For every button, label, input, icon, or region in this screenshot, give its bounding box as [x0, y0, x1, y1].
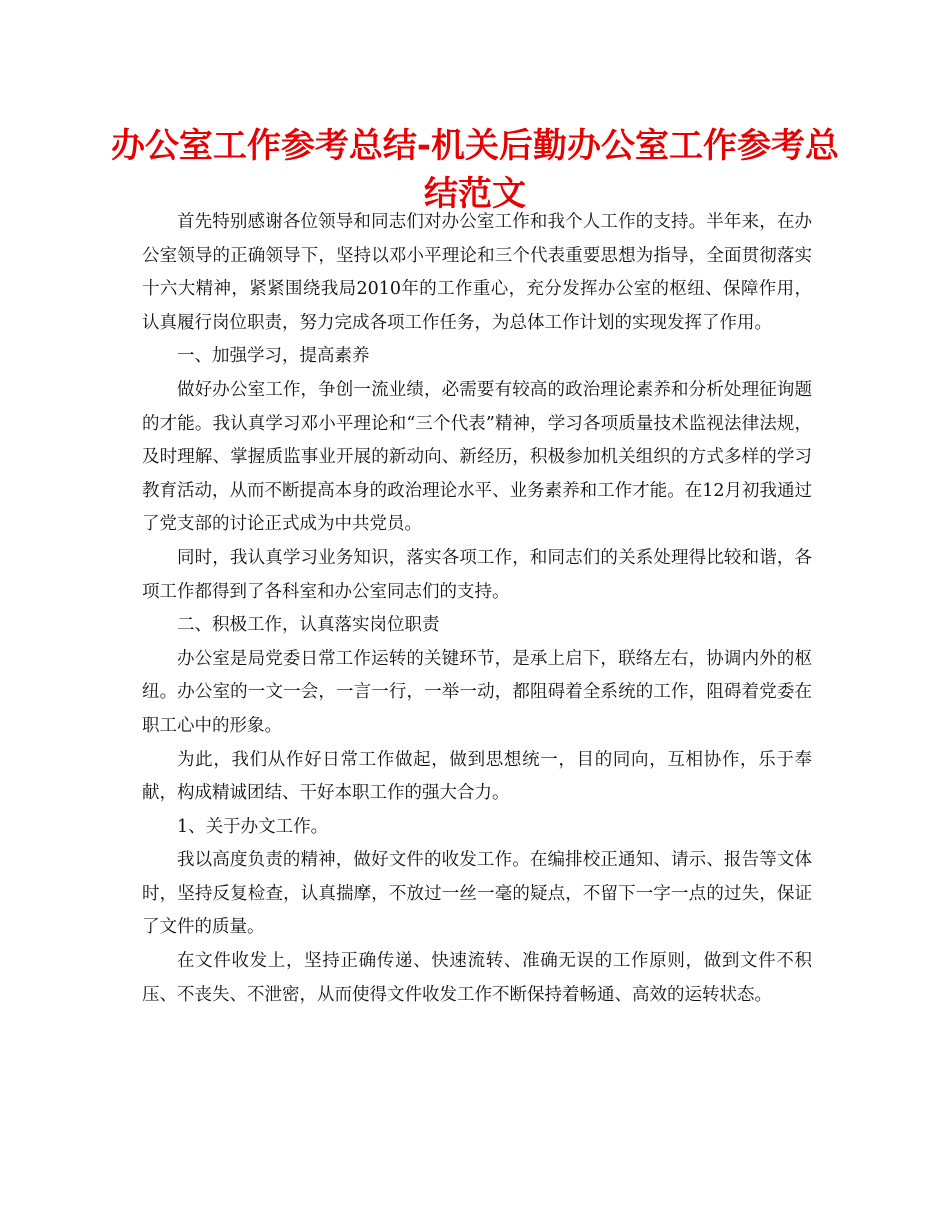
paragraph: 在文件收发上，坚持正确传递、快速流转、准确无误的工作原则，做到文件不积压、不丧失、不泄密，从而使得文件收发工作不断保持着畅通、高效的运转状态。 — [142, 951, 812, 1005]
paragraph: 做好办公室工作，争创一流业绩，必需要有较高的政治理论素养和分析处理征询题的才能。我认真学习邓小平理论和“三个代表”精神，学习各项质量技术监视法律法规，及时理解、掌握质监事业开展的新动向、新经历，积极参加机关组织的方式多样的学习教育活动，从而不断提高本身的政治理论水平、业务素养和工作才能。在12月初我通过了党支部的讨论正式成为中共党员。 — [142, 379, 812, 535]
paragraph: 同时，我认真学习业务知识，落实各项工作，和同志们的关系处理得比较和谐，各项工作都得到了各科室和办公室同志们的支持。 — [142, 547, 812, 602]
document-body — [142, 206, 812, 1012]
paragraph: 我以高度负责的精神，做好文件的收发工作。在编排校正通知、请示、报告等文体时，坚持反复检查，认真揣摩，不放过一丝一毫的疑点，不留下一字一点的过失，保证了文件的质量。 — [142, 850, 812, 938]
paragraph-intro: 首先特别感谢各位领导和同志们对办公室工作和我个人工作的支持。半年来，在办公室领导的正确领导下，坚持以邓小平理论和三个代表重要思想为指导，全面贯彻落实十六大精神，紧紧围绕我局2010年的工作重心，充分发挥办公室的枢纽、保障作用，认真履行岗位职责，努力完成各项工作任务，为总体工作计划的实现发挥了作用。 — [142, 212, 812, 333]
subsection-heading-1: 1、关于办文工作。 — [177, 816, 329, 837]
paragraph: 办公室是局党委日常工作运转的关键环节，是承上启下，联络左右，协调内外的枢纽。办公室的一文一会，一言一行，一举一动，都阻碍着全系统的工作，阻碍着党委在职工心中的形象。 — [142, 648, 812, 736]
paragraph: 为此，我们从作好日常工作做起，做到思想统一，目的同向，互相协作，乐于奉献，构成精诚团结、干好本职工作的强大合力。 — [142, 749, 812, 804]
section-heading-1: 一、加强学习，提高素养 — [177, 346, 370, 367]
section-heading-2: 二、积极工作，认真落实岗位职责 — [177, 615, 440, 636]
document-title: 办公室工作参考总结-机关后勤办公室工作参考总结范文 — [110, 126, 840, 214]
